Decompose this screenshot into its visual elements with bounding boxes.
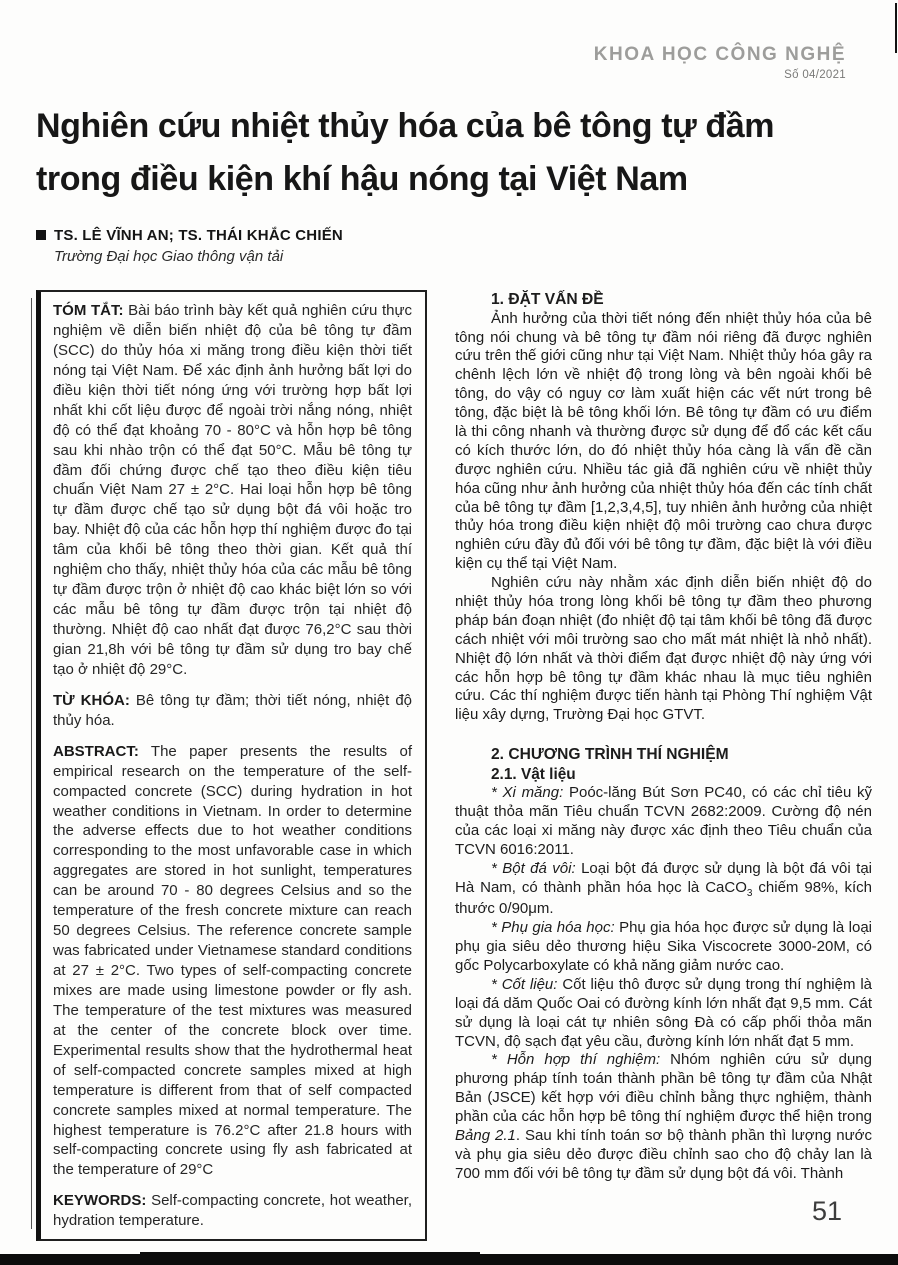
- abstract-text: The paper presents the results of empirical research on the temperature of the self-compacted concrete (SCC) during hydration in hot weather conditions in Vietnam. In order to determine the adverse effects due to hot weather conditions corresponding to the most unfavorable case in which aggregates are stored in hot sunlight, temperatures can be around 70 - 80 degrees Celsius and so the temperature of the fresh concrete mixture can reach 50 degrees Celsius. The reference concrete sample was fabricated under Vietnamese standard conditions at 27 ± 2°C. Two types of self-compacting concrete mixes are made using limestone powder or fly ash. The temperature of the test mixtures was measured at the center of the concrete block over time. Experimental results show that the hydrothermal heat of self-compacted concrete samples mixed at high temperature is different from that of self compacted concrete samples mixed at normal temperature. The highest temperature is 76.2°C after 21.8 hours with self-compacting concrete using fly ash fabricated at the temperature of 29°C: [53, 742, 412, 1179]
- tu-khoa-label: TỪ KHÓA:: [53, 691, 130, 709]
- material-cement-paragraph: [455, 784, 872, 860]
- tu-khoa-text: Bê tông tự đầm; thời tiết nóng, nhiệt độ thủy hóa.: [53, 691, 413, 729]
- article-title-line1: Nghiên cứu nhiệt thủy hóa của bê tông tự đầm: [36, 107, 775, 145]
- keywords-label: KEYWORDS:: [53, 1192, 147, 1210]
- abstract-paragraph: [53, 742, 412, 1181]
- section-2-1-heading: 2.1. Vật liệu: [491, 765, 576, 783]
- section-1-paragraph-1: Ảnh hưởng của thời tiết nóng đến nhiệt thủy hóa của bê tông nói chung và bê tông tự đầm nói riêng đã được nghiên cứu trên thế giới cũng như tại Việt Nam. Nhiệt thủy hóa gây ra chênh lệch lớn về nhiệt độ trong lòng và bên ngoài khối bê tông, do vậy có nguy cơ làm xuất hiện các vết nứt trong bê tông, đặc biệt là bê tông khối lớn. Bê tông tự đầm có ưu điểm là thi công nhanh và thường được sử dụng để đổ các kết cấu có kích thước lớn, do đó nhiệt thủy hóa càng là vấn đề cần được nghiên cứu. Nhiều tác giả đã nghiên cứu về nhiệt thủy hóa cũng như ảnh hưởng của nhiệt thủy hóa đến các tính chất của bê tông tự đầm [1,2,3,4,5], tuy nhiên ảnh hưởng của nhiệt thủy hóa trong điều kiện nhiệt độ môi trường cao chưa được nghiên cứu đầy đủ đối với bê tông tự đầm, đặc biệt là với điều kiện cụ thể tại Việt Nam.: [455, 309, 872, 573]
- material-mix-lead: * Hỗn hợp thí nghiệm:: [491, 1051, 661, 1069]
- keywords-text: Self-compacting concrete, hot weather, hydration temperature.: [53, 1192, 412, 1230]
- table-reference: Bảng 2.1: [455, 1127, 516, 1145]
- issue-number: Số 04/2021: [784, 69, 846, 81]
- article-title-line2: trong điều kiện khí hậu nóng tại Việt Nam: [36, 160, 688, 198]
- material-cement-text: Poóc-lăng Bút Sơn PC40, có các chỉ tiêu kỹ thuật thỏa mãn Tiêu chuẩn TCVN 2682:2009. Cường độ nén của các loại xi măng này được xác định theo Tiêu chuẩn của TCVN 6016:2011.: [455, 784, 873, 858]
- scan-bottom-edge: [0, 1254, 898, 1265]
- section-2-heading: 2. CHƯƠNG TRÌNH THÍ NGHIỆM: [491, 746, 729, 764]
- tu-khoa-paragraph: [53, 691, 412, 731]
- section-1-paragraph-2: Nghiên cứu này nhằm xác định diễn biến nhiệt độ do nhiệt thủy hóa trong lòng khối bê tông tự đầm theo phương pháp bán đoạn nhiệt (đo nhiệt độ tại tâm khối bê tông đã được cách nhiệt với môi trường sao cho mất mát nhiệt là nhỏ nhất). Nhiệt độ lớn nhất và thời điểm đạt được nhiệt độ này ứng với các hỗn hợp bê tông tự đầm khác nhau là mục tiêu nghiên cứu. Các thí nghiệm được tiến hành tại Phòng Thí nghiệm Vật liệu xây dựng, Trường Đại học GTVT.: [455, 574, 872, 724]
- material-limestone-paragraph: [455, 860, 872, 919]
- two-column-body: [36, 290, 872, 1241]
- material-aggregate-text: Cốt liệu thô được sử dụng trong thí nghiệm là loại đá dăm Quốc Oai có đường kính lớn nhất đạt 9,5 mm. Cát sử dụng là loại cát tự nhiên sông Đà có cấp phối thỏa mãn TCVN, độ sạch đạt yêu cầu, đường kính lớn nhất đạt 5 mm.: [455, 975, 873, 1050]
- material-mix-text-a: Nhóm nghiên cứu sử dụng phương pháp tính toán thành phần bê tông tự đầm của Nhật Bản (JSCE) kết hợp với điều chỉnh bằng thực nghiệm, thành phần của các hỗn hợp bê tông thí nghiệm được thể hiện trong: [455, 1051, 872, 1126]
- affiliation: Trường Đại học Giao thông vận tải: [54, 248, 284, 265]
- tom-tat-paragraph: [53, 301, 412, 680]
- material-mix-paragraph: [455, 1051, 872, 1183]
- tom-tat-text: Bài báo trình bày kết quả nghiên cứu thực nghiệm về diễn biến nhiệt độ của bê tông tự đầm (SCC) do thủy hóa xi măng trong điều kiện thời tiết nóng tại Việt Nam. Để xác định ảnh hưởng bất lợi do điều kiện thời tiết nóng ứng với trường hợp bất lợi nhất khi cốt liệu được để ngoài trời nắng nóng, nhiệt độ có thể đạt khoảng 70 - 80°C và hỗn hợp bê tông sau khi nhào trộn có thể đạt 50°C. Mẫu bê tông tự đầm đối chứng được chế tạo theo điều kiện tiêu chuẩn Việt Nam 27 ± 2°C. Hai loại hỗn hợp bê tông tự đầm được chế tạo sử dụng bột đá vôi hoặc tro bay. Nhiệt độ của các hỗn hợp thí nghiệm được đo tại tâm của khối bê tông theo thời gian. Kết quả thí nghiệm cho thấy, nhiệt thủy hóa của các mẫu bê tông tự đầm được trộn ở nhiệt độ cao khác biệt lớn so với các mẫu bê tông tự đầm được trộn tại nhiệt độ thường. Nhiệt độ cao nhất đạt được 76,2°C sau thời gian 21,8h với bê tông tự đầm sử dụng tro bay chế tạo ở nhiệt độ 29°C.: [53, 302, 413, 678]
- masthead: [594, 44, 846, 81]
- material-aggregate-lead: * Cốt liệu:: [491, 975, 558, 993]
- scan-edge-mark: [895, 3, 897, 53]
- keywords-paragraph: [53, 1191, 412, 1231]
- main-column: [455, 290, 872, 1184]
- section-1-heading: 1. ĐẶT VẤN ĐỀ: [491, 291, 604, 308]
- abstract-label: ABSTRACT:: [53, 742, 139, 760]
- material-admixture-paragraph: [455, 919, 872, 976]
- page-number: 51: [811, 1196, 842, 1226]
- authors-line: [36, 227, 343, 244]
- author-bullet-icon: [36, 230, 46, 240]
- journal-section-name: KHOA HỌC CÔNG NGHỆ: [593, 44, 846, 65]
- material-limestone-text-b: chiếm 98%, kích thước 0/90μm.: [455, 878, 872, 918]
- material-aggregate-paragraph: [455, 976, 872, 1052]
- material-mix-text-b: . Sau khi tính toán sơ bộ thành phần thì lượng nước và phụ gia siêu dẻo được điều chỉnh sao cho độ chảy lan là 700 mm đối với bê tông tự đầm sử dụng bột đá vôi. Thành: [455, 1127, 872, 1182]
- material-limestone-lead: * Bột đá vôi:: [491, 859, 576, 877]
- article-title: [36, 100, 774, 206]
- material-admixture-lead: * Phụ gia hóa học:: [491, 919, 615, 937]
- byline: [36, 227, 343, 265]
- material-admixture-text: Phụ gia hóa học được sử dụng là loại phụ gia siêu dẻo thương hiệu Sika Viscocrete 3000-20M, có gốc Polycarboxylate có khả năng giảm nước cao.: [455, 919, 873, 974]
- authors: TS. LÊ VĨNH AN; TS. THÁI KHẮC CHIẾN: [54, 227, 343, 244]
- material-limestone-text-a: Loại bột đá được sử dụng là bột đá vôi tại Hà Nam, có thành phần hóa học là CaCO: [455, 859, 872, 896]
- material-cement-lead: * Xi măng:: [491, 784, 564, 802]
- tom-tat-label: TÓM TẮT:: [53, 302, 124, 319]
- abstract-box: [36, 290, 427, 1241]
- caco3-subscript: 3: [746, 887, 753, 899]
